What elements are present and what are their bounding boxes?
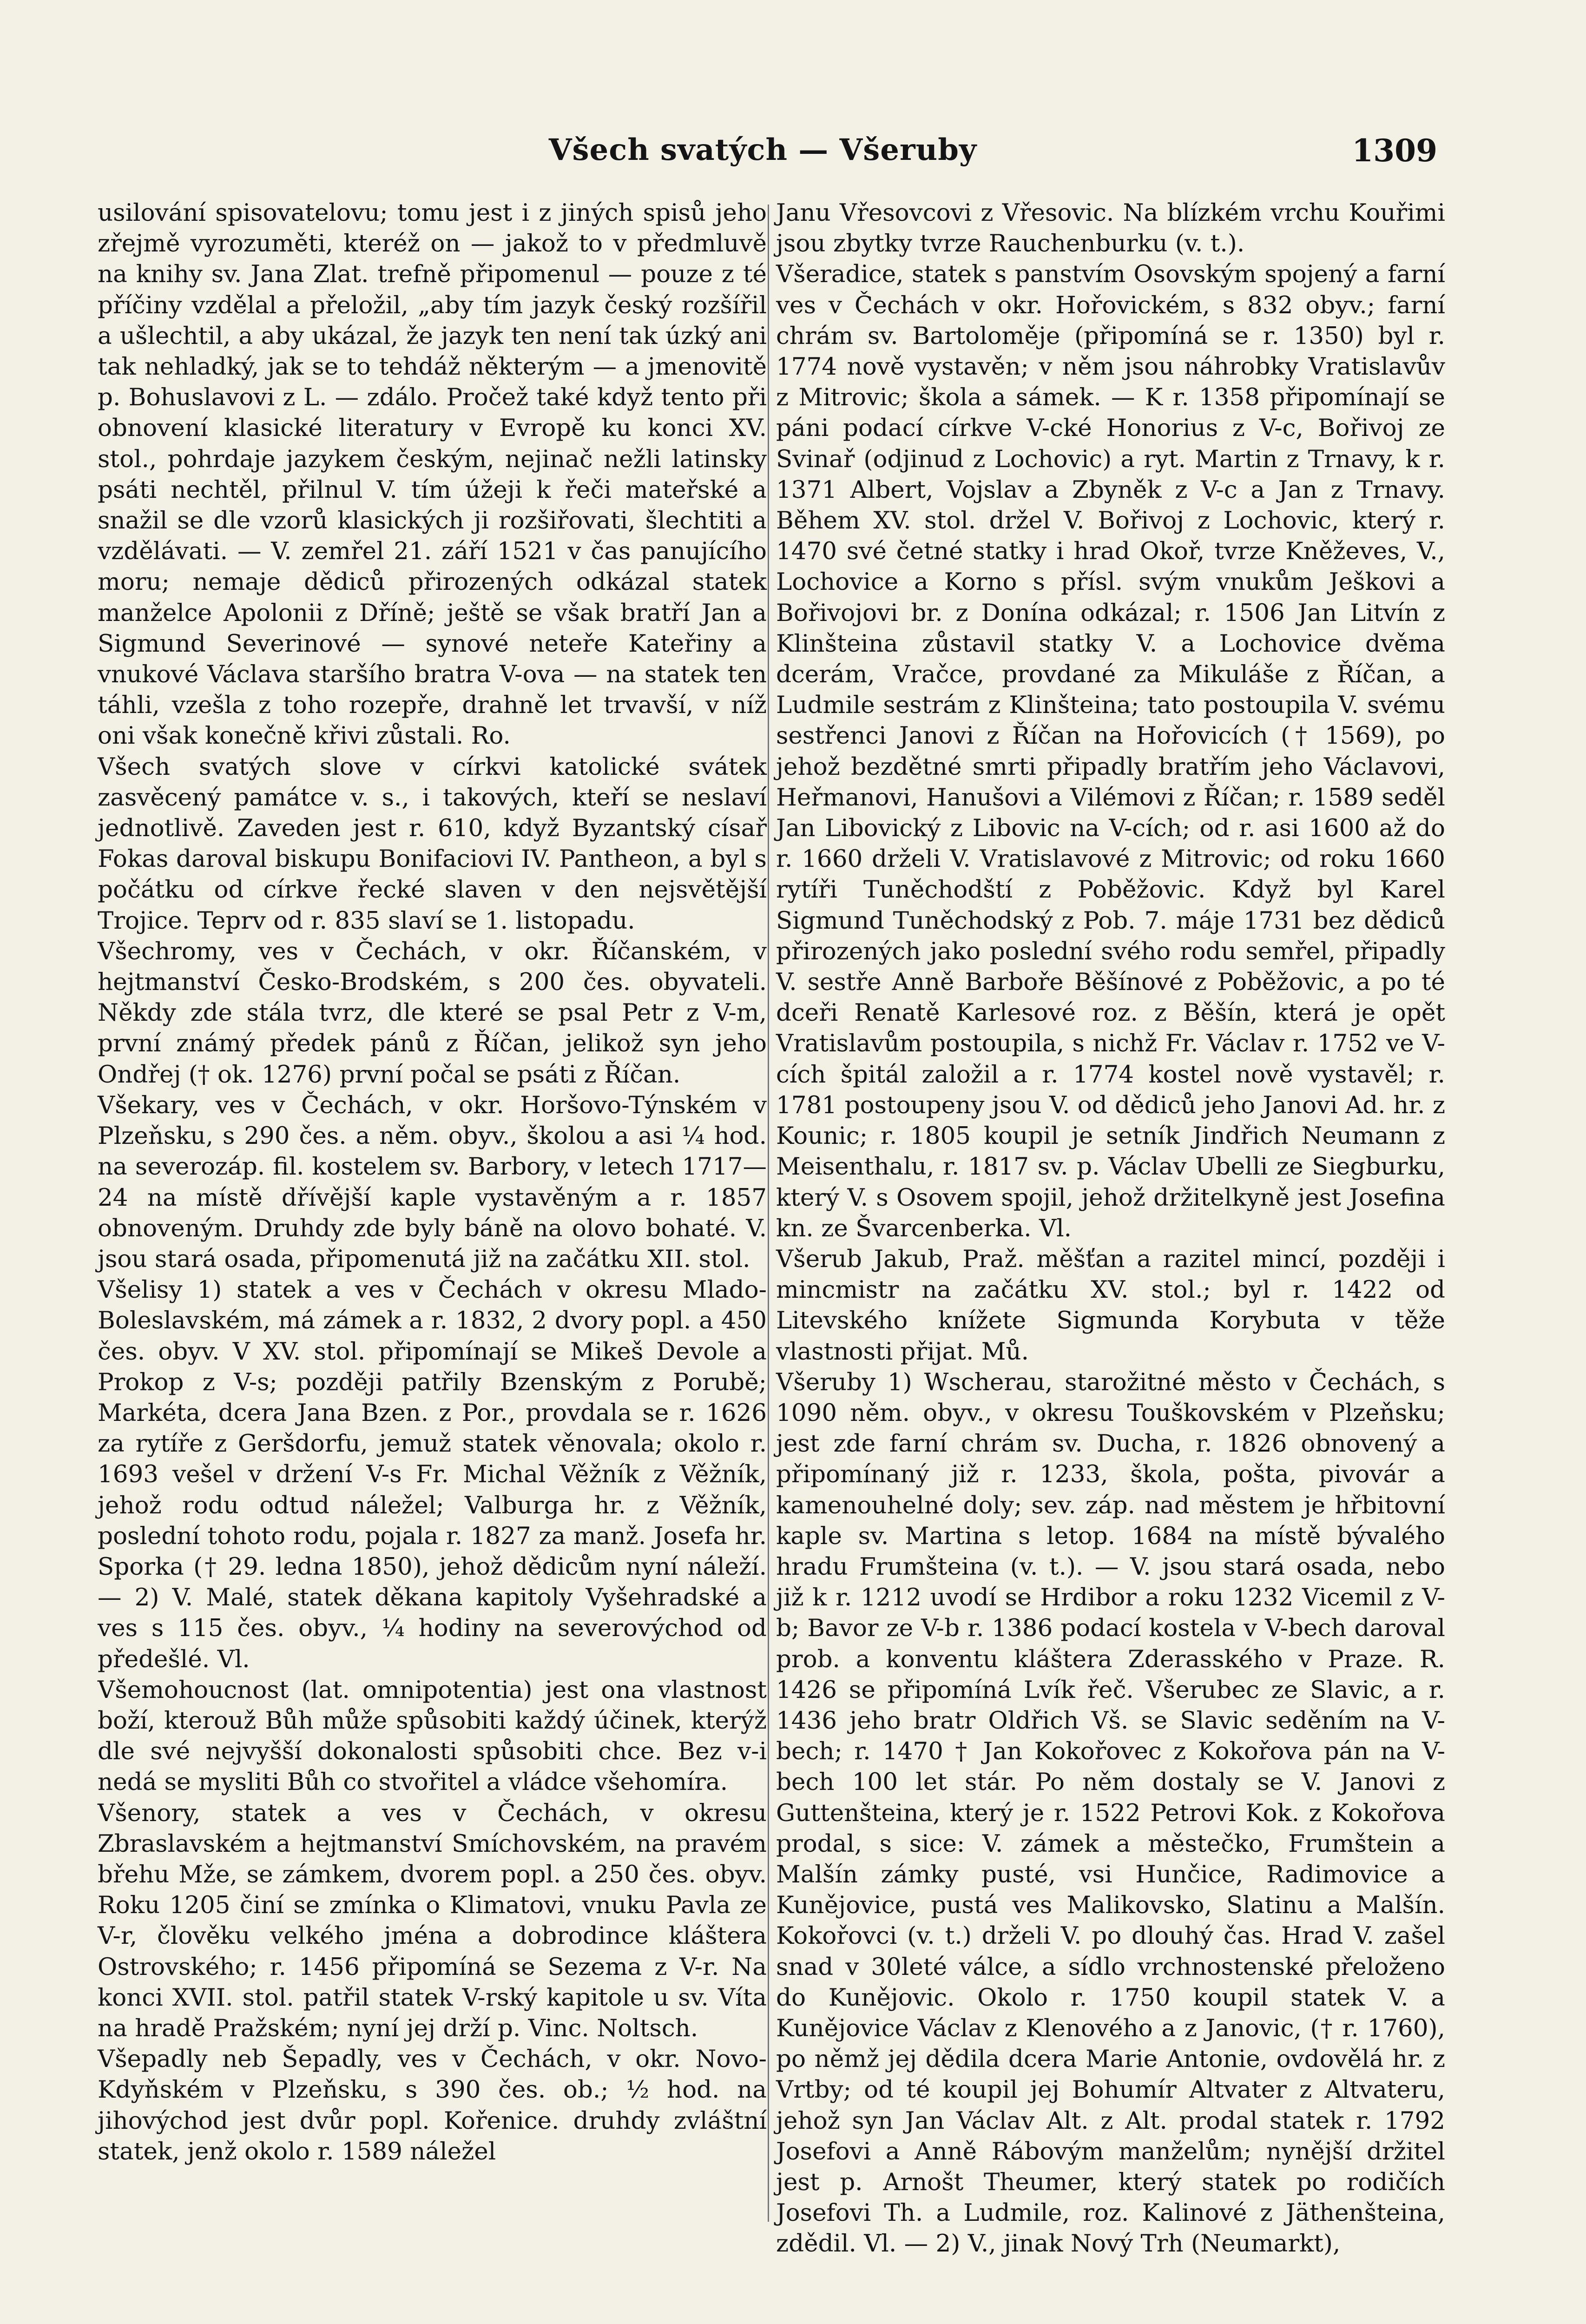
page-number: 1309 [1352, 132, 1437, 169]
entry-vsepadly: Všepadly neb Šepadly, ves v Čechách, v okr. Novo-Kdyňském v Plzeňsku, s 390 čes. ob.; ½ hod. na jihovýchod jest dvůr popl. Kořenice. druhdy zvláštní statek, jenž okolo r. 1589 náležel [98, 2045, 767, 2166]
entry-continuation: usilování spisovatelovu; tomu jest i z jiných spisů jeho zřejmě vyrozuměti, kteréž on — jakož to v předmluvě na knihy sv. Jana Zlat. trefně připomenul — pouze z té příčiny vzdělal a přeložil, „aby tím jazyk český rozšířil a ušlechtil, a aby ukázal, že jazyk ten není tak úzký ani tak nehladký, jak se to tehdáž některým — a jmenovitě p. Bohuslavovi z L. — zdálo. Pročež také když tento při obnovení klasické literatury v Evropě ku konci XV. stol., pohrdaje jazykem českým, nejinač nežli latinsky psáti nechtěl, přilnul V. tím úžeji k řeči mateřské a snažil se dle vzorů klasických ji rozšiřovati, šlechtiti a vzdělávati. — V. zemřel 21. září 1521 v čas panujícího moru; nemaje dědiců přirozených odkázal statek manželce Apolonii z Dříně; ještě se však bratří Jan a Sigmund Severinové — synové neteře Kateřiny a vnukové Václava staršího bratra V-ova — na statek ten táhli, vzešla z toho rozepře, drahně let trvavší, v níž oni však konečně křivi zůstali. Ro. [98, 199, 767, 750]
entry-vsech-svatych: Všech svatých slove v církvi katolické svátek zasvěcený památce v. s., i takových, kteří se neslaví jednotlivě. Zaveden jest r. 610, když Byzantský císař Fokas daroval biskupu Bonifaciovi IV. Pantheon, a byl s počátku od církve řecké slaven v den nejsvětější Trojice. Teprv od r. 835 slaví se 1. listopadu. [98, 753, 767, 935]
entry-vseruby: Všeruby 1) Wscherau, starožitné město v Čechách, s 1090 něm. obyv., v okresu Touškovském v Plzeňsku; jest zde farní chrám sv. Ducha, r. 1826 obnovený a připomínaný již r. 1233, škola, pošta, pivovár a kamenouhelné doly; sev. záp. nad městem je hřbitovní kaple sv. Martina s letop. 1684 na místě bývalého hradu Frumšteina (v. t.). — V. jsou stará osada, nebo již k r. 1212 uvodí se Hrdibor a roku 1232 Vicemil z V-b; Bavor ze V-b r. 1386 podací kostela v V-bech daroval prob. a konventu kláštera Zderasského v Praze. R. 1426 se připomíná Lvík řeč. Všerubec ze Slavic, a r. 1436 jeho bratr Oldřich Vš. se Slavic seděním na V-bech; r. 1470 † Jan Kokořovec z Kokořova pán na V-bech 100 let stár. Po něm dostaly se V. Janovi z Guttenšteina, který je r. 1522 Petrovi Kok. z Kokořova prodal, s sice: V. zámek a městečko, Frumštein a Malšín zámky pusté, vsi Hunčice, Radimovice a Kunějovice, pustá ves Malikovsko, Slatinu a Malšín. Kokořovci (v. t.) drželi V. po dlouhý čas. Hrad V. zašel snad v 30leté válce, a sídlo vrchnostenské přeloženo do Kunějovic. Okolo r. 1750 koupil statek V. a Kunějovice Václav z Klenového a z Janovic, († r. 1760), po němž jej dědila dcera Marie Antonie, ovdovělá hr. z Vrtby; od té koupil jej Bohumír Altvater z Altvateru, jehož syn Jan Václav Alt. z Alt. prodal statek r. 1792 Josefovi a Anně Rábovým manželům; nynější držitel jest p. Arnošt Theumer, který statek po rodičích Josefovi Th. a Ludmile, roz. Kalinové z Jäthenšteina, zdědil. Vl. — 2) V., jinak Nový Trh (Neumarkt), [776, 1368, 1445, 2258]
column-divider [768, 205, 769, 2222]
entry-vserub: Všerub Jakub, Praž. měšťan a razitel mincí, později i mincmistr na začátku XV. stol.; byl r. 1422 od Litevského knížete Sigmunda Korybuta v těže vlastnosti přijat. Mů. [776, 1245, 1445, 1366]
entry-vselisy: Všelisy 1) statek a ves v Čechách v okresu Mlado-Boleslavském, má zámek a r. 1832, 2 dvory popl. a 450 čes. obyv. V XV. stol. připomínají se Mikeš Devole a Prokop z V-s; později patřily Bzenským z Porubě; Markéta, dcera Jana Bzen. z Por., provdala se r. 1626 za rytíře z Geršdorfu, jemuž statek věnovala; okolo r. 1693 vešel v držení V-s Fr. Michal Věžník z Věžník, jehož rodu odtud náležel; Valburga hr. z Věžník, poslední tohoto rodu, pojala r. 1827 za manž. Josefa hr. Sporka († 29. ledna 1850), jehož dědicům nyní náleží. — 2) V. Malé, statek děkana kapitoly Vyšehradské a ves s 115 čes. obyv., ¼ hodiny na severovýchod od předešlé. Vl. [98, 1276, 767, 1673]
left-column [98, 198, 767, 2167]
entry-continuation-right: Janu Vřesovcovi z Vřesovic. Na blízkém vrchu Kouřimi jsou zbytky tvrze Rauchenburku (v. t.). [776, 199, 1445, 258]
entry-vsechromy: Všechromy, ves v Čechách, v okr. Říčanském, v hejtmanství Česko-Brodském, s 200 čes. obyvateli. Někdy zde stála tvrz, dle které se psal Petr z V-m, první známý předek pánů z Říčan, jelikož syn jeho Ondřej († ok. 1276) první počal se psáti z Říčan. [98, 937, 767, 1089]
entry-vseradice: Všeradice, statek s panstvím Osovským spojený a farní ves v Čechách v okr. Hořovickém, s 832 obyv.; farní chrám sv. Bartoloměje (připomíná se r. 1350) byl r. 1774 nově vystavěn; v něm jsou náhrobky Vratislavův z Mitrovic; škola a sámek. — K r. 1358 připomínají se páni podací církve V-cké Honorius z V-c, Bořivoj ze Svinař (odjinud z Lochovic) a ryt. Martin z Trnavy, k r. 1371 Albert, Vojslav a Zbyněk z V-c a Jan z Trnavy. Během XV. stol. držel V. Bořivoj z Lochovic, který r. 1470 své četné statky i hrad Okoř, tvrze Kněževes, V., Lochovice a Korno s přísl. svým vnukům Ješkovi a Bořivojovi br. z Donína odkázal; r. 1506 Jan Litvín z Klinšteina zůstavil statky V. a Lochovice dvěma dcerám, Vračce, provdané za Mikuláše z Říčan, a Ludmile sestrám z Klinšteina; tato postoupila V. svému sestřenci Janovi z Říčan na Hořovicích († 1569), po jehož bezdětné smrti připadly bratřím jeho Václavovi, Heřmanovi, Hanušovi a Vilémovi z Říčan; r. 1589 seděl Jan Libovický z Libovic na V-cích; od r. asi 1600 až do r. 1660 drželi V. Vratislavové z Mitrovic; od roku 1660 rytíři Tuněchodští z Poběžovic. Když byl Karel Sigmund Tuněchodský z Pob. 7. máje 1731 bez dědiců přirozených jako poslední svého rodu semřel, připadly V. sestře Anně Barboře Běšínové z Poběžovic, a po té dceři Renatě Karlesové roz. z Běšín, která je opět Vratislavům postoupila, s nichž Fr. Václav r. 1752 ve V-cích špitál založil a r. 1774 kostel nově vystavěl; r. 1781 postoupeny jsou V. od dědiců jeho Janovi Ad. hr. z Kounic; r. 1805 koupil je setník Jindřich Neumann z Meisenthalu, r. 1817 sv. p. Václav Ubelli ze Siegburku, který V. s Osovem spojil, jehož držitelkyně jest Josefina kn. ze Švarcenberka. Vl. [776, 260, 1445, 1242]
running-title: Všech svatých — Všeruby [548, 132, 977, 167]
running-header [88, 107, 1437, 181]
entry-vsemohoucnost: Všemohoucnost (lat. omnipotentia) jest ona vlastnost boží, kterouž Bůh může spůsobiti každý účinek, kterýž dle své nejvyšší dokonalosti spůsobiti chce. Bez v-i nedá se mysliti Bůh co stvořitel a vládce všehomíra. [98, 1676, 767, 1796]
entry-vsenory: Všenory, statek a ves v Čechách, v okresu Zbraslavském a hejtmanství Smíchovském, na pravém břehu Mže, se zámkem, dvorem popl. a 250 čes. obyv. Roku 1205 činí se zmínka o Klimatovi, vnuku Pavla ze V-r, člověku velkého jména a dobrodince kláštera Ostrovského; r. 1456 připomíná se Sezema z V-r. Na konci XVII. stol. patřil statek V-rský kapitole u sv. Víta na hradě Pražském; nyní jej drží p. Vinc. Noltsch. [98, 1799, 767, 2042]
right-column [776, 198, 1445, 2259]
entry-vsekary: Všekary, ves v Čechách, v okr. Horšovo-Týnském v Plzeňsku, s 290 čes. a něm. obyv., školou a asi ¼ hod. na severozáp. fil. kostelem sv. Barbory, v letech 1717—24 na místě dřívější kaple vystavěným a r. 1857 obnoveným. Druhdy zde byly báně na olovo bohaté. V. jsou stará osada, připomenutá již na začátku XII. stol. [98, 1091, 767, 1273]
